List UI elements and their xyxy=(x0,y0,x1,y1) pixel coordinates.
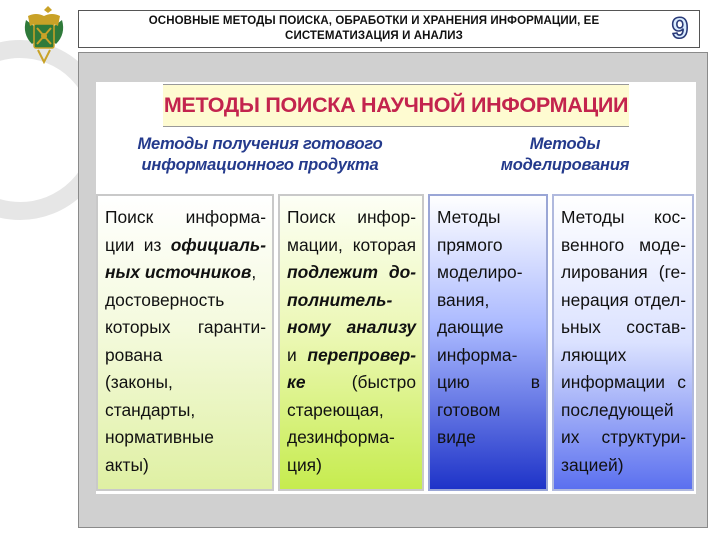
col2-line: мации, которая xyxy=(287,234,416,255)
col4-line: нерация отдел- xyxy=(561,289,686,310)
subheading-ready-product xyxy=(110,134,410,176)
col2-line xyxy=(287,369,416,397)
col1-emphasis: ных источников xyxy=(105,262,252,282)
col4-line: венного моде- xyxy=(561,234,686,255)
subheading-left-line2: информационного продукта xyxy=(141,156,379,174)
col2-line: дезинформа- xyxy=(287,427,395,447)
col2-line xyxy=(287,342,416,370)
subheading-right-line1: Методы xyxy=(529,135,601,153)
header-title-line2: СИСТЕМАТИЗАЦИЯ И АНАЛИЗ xyxy=(285,30,463,42)
col1-line: (законы, xyxy=(105,372,173,392)
col3-line: информа- xyxy=(437,344,518,365)
col2-text: (быстро xyxy=(351,372,416,392)
col1-line: стандарты, xyxy=(105,399,196,420)
header-title-line1: ОСНОВНЫЕ МЕТОДЫ ПОИСКА, ОБРАБОТКИ И ХРАНЕНИЯ ИНФОРМАЦИИ, ЕЕ xyxy=(148,15,600,27)
col1-line xyxy=(105,232,266,260)
col1-text: ции из xyxy=(105,234,171,255)
col4-line: зацией) xyxy=(561,454,624,475)
column-official-sources xyxy=(96,194,274,491)
col1-line: акты) xyxy=(105,454,149,475)
col1-line: достоверность xyxy=(105,289,225,310)
col2-emphasis: ке xyxy=(287,372,306,392)
col3-line: моделиро- xyxy=(437,262,523,282)
col2-emphasis: перепровер- xyxy=(307,344,416,365)
col1-line: рована xyxy=(105,344,163,365)
col4-line: ляющих xyxy=(561,344,627,365)
col3-line: Методы xyxy=(437,207,501,227)
slide-title: МЕТОДЫ ПОИСКА НАУЧНОЙ ИНФОРМАЦИИ xyxy=(163,84,629,127)
col3-line: дающие xyxy=(437,317,504,337)
header-title xyxy=(79,14,669,44)
col4-line: Методы кос- xyxy=(561,207,686,227)
coat-of-arms-emblem xyxy=(18,4,70,64)
subheading-right-line2: моделирования xyxy=(500,156,630,174)
col2-line: подлежит до- xyxy=(287,262,416,282)
col1-line: Поиск информа- xyxy=(105,207,266,227)
subheading-modeling xyxy=(470,134,660,176)
col2-line: стареющая, xyxy=(287,399,384,420)
col1-line: нормативные xyxy=(105,427,214,447)
col4-line: их структури- xyxy=(561,427,686,447)
col3-line: виде xyxy=(437,427,476,447)
col3-line: вания, xyxy=(437,289,490,310)
column-indirect-modeling xyxy=(552,194,694,491)
col3-line: цию в xyxy=(437,372,540,392)
col1-line xyxy=(105,259,266,287)
column-further-analysis xyxy=(278,194,424,491)
col3-line: прямого xyxy=(437,234,503,255)
col2-text: и xyxy=(287,344,308,365)
header-box xyxy=(78,10,700,48)
col1-emphasis: официаль- xyxy=(170,234,266,255)
col1-line: которых гаранти- xyxy=(105,317,266,337)
col3-line: готовом xyxy=(437,399,501,420)
slide-number: 9 xyxy=(671,12,689,45)
col2-line: полнитель- xyxy=(287,289,393,310)
col2-line: ному анализу xyxy=(287,317,416,337)
col4-line: лирования (ге- xyxy=(561,262,686,282)
col4-line: последующей xyxy=(561,399,674,420)
col2-line: Поиск инфор- xyxy=(287,207,416,227)
col4-line: ьных состав- xyxy=(561,317,686,337)
col4-line: информации с xyxy=(561,372,686,392)
col2-line: ция) xyxy=(287,454,322,475)
col1-text: , xyxy=(251,262,257,282)
column-direct-modeling xyxy=(428,194,548,491)
subheading-left-line1: Методы получения готового xyxy=(137,135,383,153)
